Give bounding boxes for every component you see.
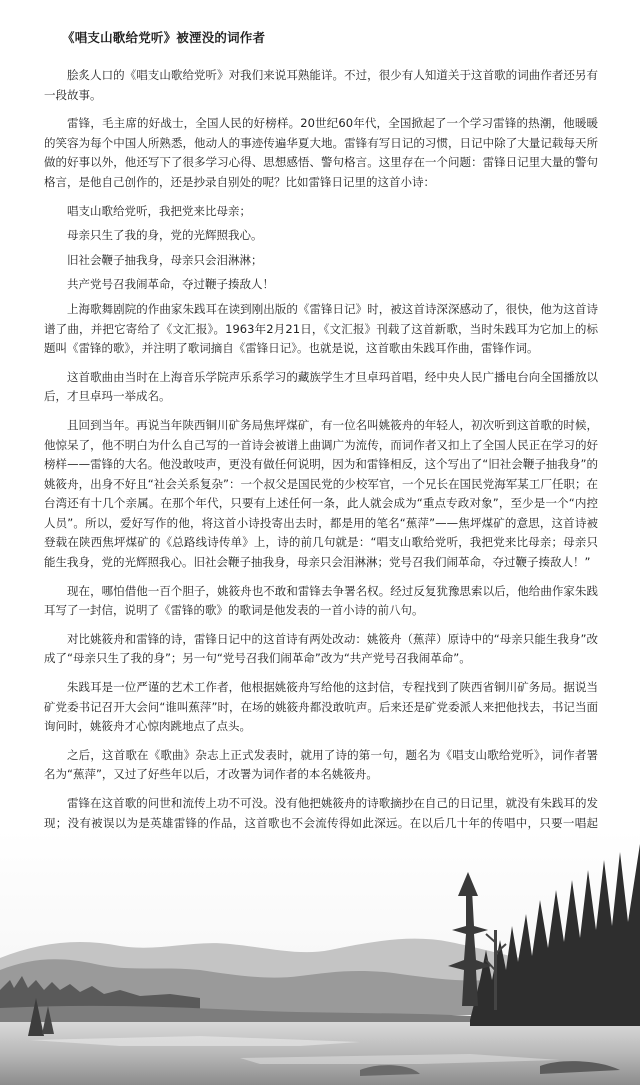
paragraph: 雷锋在这首歌的问世和流传上功不可没。没有他把姚筱舟的诗歌摘抄在自己的日记里，就没有朱践耳的发现；没有被误以为是英雄雷锋的作品，这首歌也不会流传得如此深远。在以后几十年的传唱中，只要一唱起 bbox=[44, 796, 598, 830]
paragraph: 朱践耳是一位严谨的艺术工作者，他根据姚筱舟写给他的这封信，专程找到了陕西省铜川矿务局。据说当矿党委书记召开大会问“谁叫蕉萍”时，在场的姚筱舟都没敢吭声。后来还是矿党委派人来把他找去，书记当面询问时，姚筱舟才心惊肉跳地点了点头。 bbox=[44, 680, 598, 734]
poem-line: 母亲只生了我的身，党的光辉照我心。 bbox=[67, 228, 263, 243]
article-body bbox=[44, 66, 598, 862]
article-title: 《唱支山歌给党听》被湮没的词作者 bbox=[62, 30, 266, 45]
poem-line: 共产党号召我闹革命，夺过鞭子揍敌人！ bbox=[67, 277, 274, 292]
paragraph: 现在，哪怕借他一百个胆子，姚筱舟也不敢和雷锋去争署名权。经过反复犹豫思索以后，他给曲作家朱践耳写了一封信，说明了《雷锋的歌》的歌词是他发表的一首小诗的前八句。 bbox=[44, 583, 598, 618]
paragraph: 这首歌曲由当时在上海音乐学院声乐系学习的藏族学生才旦卓玛首唱，经中央人民广播电台向全国播放以后，才旦卓玛一举成名。 bbox=[44, 369, 598, 404]
lake-water bbox=[0, 1022, 640, 1085]
paragraph: 脍炙人口的《唱支山歌给党听》对我们来说耳熟能详。不过，很少有人知道关于这首歌的词曲作者还另有一段故事。 bbox=[44, 68, 598, 102]
poem-line: 旧社会鞭子抽我身，母亲只会泪淋淋； bbox=[67, 252, 263, 267]
landscape-illustration bbox=[0, 830, 640, 1085]
paragraph: 雷锋，毛主席的好战士，全国人民的好榜样。20世纪60年代，全国掀起了一个学习雷锋的热潮，他暖暖的笑容为每个中国人所熟悉，他动人的事迹传遍华夏大地。雷锋有写日记的习惯，日记中除了大量记载每天所做的好事以外，他还写下了很多学习心得、思想感悟、警句格言。这里存在一个问题：雷锋日记里大量的警句格言，是他自己创作的，还是抄录自别处的呢？比如雷锋日记里的这首小诗： bbox=[44, 116, 598, 189]
poem-line: 唱支山歌给党听，我把党来比母亲； bbox=[67, 203, 251, 218]
paragraph: 之后，这首歌在《歌曲》杂志上正式发表时，就用了诗的第一句，题名为《唱支山歌给党听》，词作者署名为“蕉萍”，又过了好些年以后，才改署为词作者的本名姚筱舟。 bbox=[44, 747, 598, 782]
paragraph: 对比姚筱舟和雷锋的诗，雷锋日记中的这首诗有两处改动：姚筱舟（蕉萍）原诗中的“母亲只能生我身”改成了“母亲只生了我的身”；另一句“党号召我们闹革命”改为“共产党号召我闹革命”。 bbox=[44, 631, 598, 666]
paragraph: 上海歌舞剧院的作曲家朱践耳在读到刚出版的《雷锋日记》时，被这首诗深深感动了，很快，他为这首诗谱了曲，并把它寄给了《文汇报》。1963年2月21日，《文汇报》刊载了这首新歌，当时朱践耳为它加上的标题叫《雷锋的歌》，并注明了歌词摘自《雷锋日记》。也就是说，这首歌由朱践耳作曲，雷锋作词。 bbox=[44, 301, 598, 356]
paragraph: 且回到当年。再说当年陕西铜川矿务局焦坪煤矿，有一位名叫姚筱舟的年轻人，初次听到这首歌的时候，他惊呆了，他不明白为什么自己写的一首诗会被谱上曲调广为流传，而词作者又扣上了全国人民正在学习的好榜样——雷锋的大名。他没敢吱声，更没有做任何说明，因为和雷锋相反，这个写出了“旧社会鞭子抽我身”的姚筱舟，出身不好且“社会关系复杂”：一个叔父是国民党的少校军官，一个兄长在国民党海军某工厂任职；在台湾还有十几个亲属。在那个年代，只要有上述任何一条，此人就会成为“重点专政对象”，至少是一个“内控人员”。所以，爱好写作的他，将这首小诗投寄出去时，都是用的笔名“蕉萍”——焦坪煤矿的意思，这首诗被登载在陕西焦坪煤矿的《总路线诗传单》上，诗的前几句就是：“唱支山歌给党听，我把党来比母亲；母亲只能生我身，党的光辉照我心。旧社会鞭子抽我身，母亲只会泪淋淋；党号召我们闹革命，夺过鞭子揍敌人！” bbox=[44, 417, 598, 570]
